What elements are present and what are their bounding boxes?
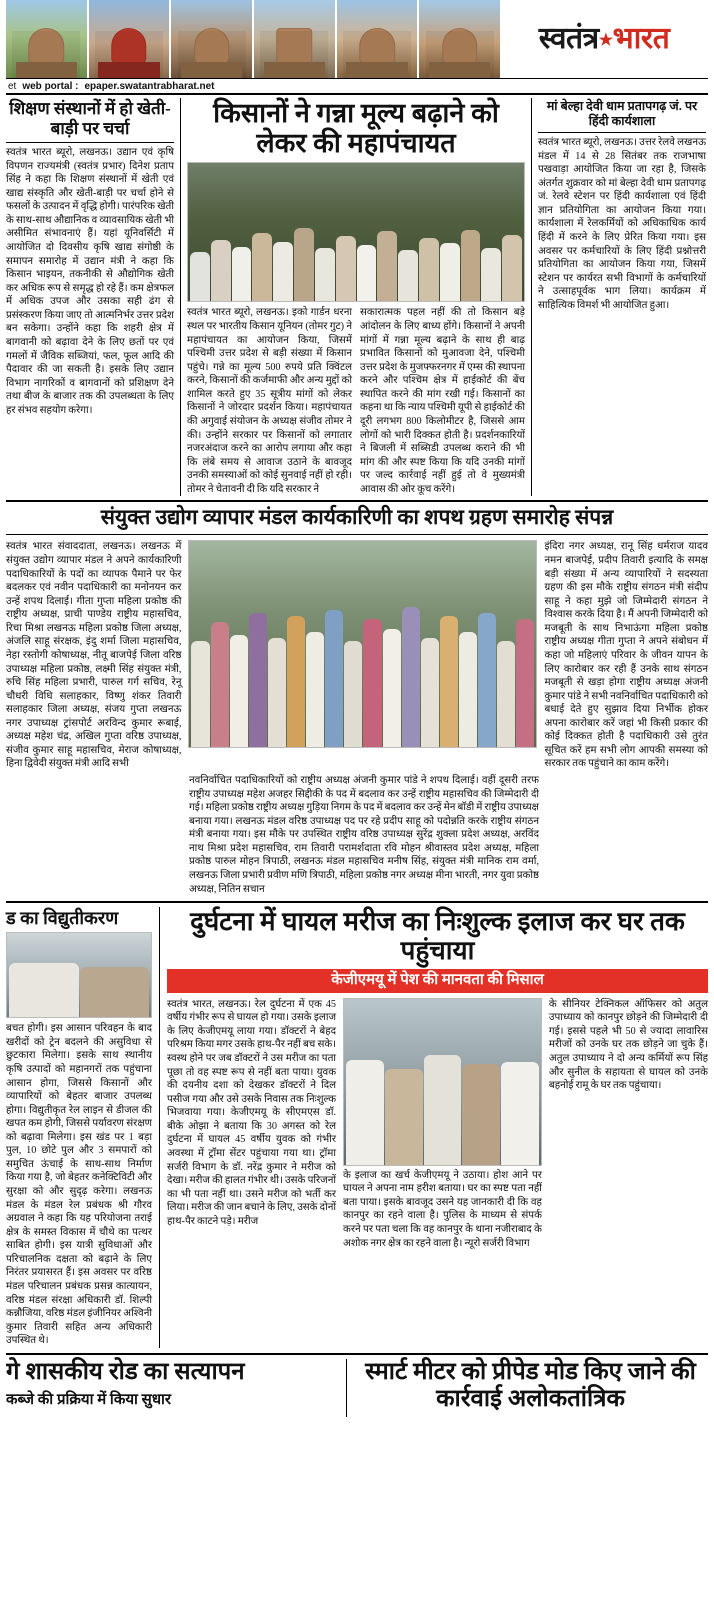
portal-url[interactable]: epaper.swatantrabharat.net xyxy=(84,80,215,92)
article-education-farming xyxy=(6,98,174,496)
photo-crowd-figures xyxy=(188,216,524,302)
photo-rumi-darwaza xyxy=(171,0,252,78)
section-hospital xyxy=(6,903,708,1348)
article-electrification xyxy=(6,907,152,1348)
body-education-farming: स्वतंत्र भारत ब्यूरो, लखनऊ। उद्यान एवं कृषि विपणन राज्यमंत्री (स्वतंत्र प्रभार) दिनेश प्रताप सिंह ने कहा कि शिक्षण संस्थानों में खेती एवं खाद्य संस्कृति और खेती-बाड़ी पर चर्चा होने से फसलों के उत्पादन में वृद्धि होगी। पारंपरिक खेती के साथ-साथ औद्यानिक व व्यावसायिक खेती भी असीमित संभावनाएं हैं। यहां यूनिवर्सिटी में आयोजित दो दिवसीय कृषि खाद्य संगोष्ठी के समापन समारोह में उद्यान मंत्री ने कहा कि किसान भाइयन, तकनीकी से औद्योगिक खेती कर अधिक रूप से समृद्ध हो रहे हैं। कम क्षेत्रफल में अधिक उपज और उसका सही ढंग से प्रसंस्करण किया जाए तो आत्मनिर्भर उत्तर प्रदेश बन सकेगा। उन्होंने कहा कि शहरी क्षेत्र में बागवानी को बढ़ावा देने के लिए छतों पर एवं गमलों में जैविक सब्जियां, फल, फूल आदि की पैदावार की जा सकती है। इसके लिए उद्यान विभाग नागरिकों व बागवानों को प्रशिक्षण देने तथा बीज के बाजार तक की उपलब्धता के लिए हर संभव सहयोग करेगा। xyxy=(6,147,174,416)
article-free-treatment xyxy=(159,907,708,1348)
body-trade-board-col2: नवनिर्वाचित पदाधिकारियों को राष्ट्रीय अध्यक्ष अंजनी कुमार पांडे ने शपथ दिलाई। वहीं दूसरी तरफ राष्ट्रीय उपाध्यक्ष महेश अजहर सिद्दीकी के पद में बदलाव कर उन्हें राष्ट्रीय महासचिव की जिम्मेदारी दी गई। महिला प्रकोष्ठ राष्ट्रीय अध्यक्ष गुड़िया निगम के पद में बदलाव कर उन्हें मेन बॉडी में राष्ट्रीय उपाध्यक्ष बनाया गया। लखनऊ मंडल वरिष्ठ उपाध्यक्ष पद पर रहे प्रदीप साहू को पदोन्नति करके राष्ट्रीय संगठन मंत्री बनाया गया। इस मौके पर उपस्थित राष्ट्रीय वरिष्ठ उपाध्यक्ष सुरेंद्र शुक्ला प्रदेश अध्यक्ष, अरविंद नाथ मिश्रा प्रदेश महासचिव, राम तिवारी परामर्शदाता रवि मोहन श्रीवास्तव प्रदेश अध्यक्ष, महिला प्रकोष्ठ पारुल मोहन त्रिपाठी, लखनऊ मंडल महासचिव मनीष सिंह, संयुक्त मंत्री मानिक राम वर्मा, लखनऊ जिला प्रभारी प्रवीण मणि त्रिपाठी, महिला प्रकोष्ठ नगर अध्यक्ष मीना भारती, नगर युवा प्रकोष्ठ अध्यक्ष, नितिन सचान xyxy=(189,775,539,895)
body-hindi-workshop: स्वतंत्र भारत ब्यूरो, लखनऊ। उत्तर रेलवे लखनऊ मंडल में 14 से 28 सितंबर तक राजभाषा पखवाड़ा आयोजित किया जा रहा है, जिसके अंतर्गत शुक्रवार को मां बेल्हा देवी धाम प्रतापगढ़ जं. रेलवे स्टेशन पर हिंदी कार्यशाला एवं हिंदी ज्ञान प्रतियोगिता का आयोजन किया गया। कार्यशाला में रेलकर्मियों को अधिकाधिक कार्य हिंदी में करने के लिए प्रेरित किया गया। इस अवसर पर कर्मचारियों के लिए हिंदी प्रश्नोत्तरी प्रतियोगिता का आयोजन किया गया, जिसमें स्टेशन पर कार्यरत सभी विभागों के कर्मचारियों ने उत्साहपूर्वक भाग लिया। कार्यक्रम में साहित्यिक विमर्श भी आयोजित हुआ। xyxy=(538,137,706,311)
body-farmers-right: सकारात्मक पहल नहीं की तो किसान बड़े आंदोलन के लिए बाध्य होंगे। किसानों ने अपनी मांगों में गन्ना मूल्य बढ़ाने के साथ ही बाढ़ प्रभावित किसानों को मुआवजा देने, पश्चिमी उत्तर प्रदेश के मुजफ्फरनगर में एम्स की स्थापना करने और पश्चिम क्षेत्र में हाईकोर्ट की बेंच स्थापित करने की मांग रखी गई। किसानों का कहना था कि न्याय पश्चिमी यूपी से हाईकोर्ट की दूरी लगभग 800 किलोमीटर है, जिससे आम लोगों को भारी दिक्कत होती है। प्रदर्शनकारियों ने बिजली में सब्सिडी उपलब्ध कराने की भी मांग की और स्पष्ट किया कि यदि उनकी मांगों पर जल्द कार्रवाई नहीं हुई तो वे मुख्यमंत्री आवास की ओर कूच करेंगे। xyxy=(360,307,525,495)
headline-road-verification: गे शासकीय रोड का सत्यापन xyxy=(6,1358,245,1385)
photo-farmers-rally xyxy=(187,162,525,302)
photo-group-oath-ceremony xyxy=(188,540,537,748)
newspaper-logo xyxy=(500,0,708,78)
headline-farmers-mahapanchayat: किसानों ने गन्ना मूल्य बढ़ाने को लेकर की महापंचायत xyxy=(213,98,499,159)
headline-hindi-workshop: मां बेल्हा देवी धाम प्रतापगढ़ जं. पर हिंदी कार्यशाला xyxy=(546,99,698,128)
kicker-kgmu-humanity: केजीएमयू में पेश की मानवता की मिसाल xyxy=(167,969,708,993)
trade-board-photo-block xyxy=(188,540,537,771)
photo-garden-monument xyxy=(6,0,87,78)
star-icon: ★ xyxy=(598,32,613,49)
headline-education-farming: शिक्षण संस्थानों में हो खेती-बाड़ी पर चर्चा xyxy=(9,99,171,139)
logo-text-bharat: भारत xyxy=(612,22,670,55)
article-road-verification xyxy=(6,1359,336,1417)
portal-prefix: et xyxy=(8,80,17,92)
body-farmers-left: स्वतंत्र भारत ब्यूरो, लखनऊ। इको गार्डन धरना स्थल पर भारतीय किसान यूनियन (तोमर गुट) ने महापंचायत का आयोजन किया, जिसमें पश्चिमी उत्तर प्रदेश से बड़ी संख्या में किसान पहुंचे। गन्ने का मूल्य 500 रुपये प्रति क्विंटल करने, किसानों की कर्जमाफी और अन्य मुद्दों को शामिल करते हुए 35 सूत्रीय मांगों को लेकर किसानों ने जोरदार प्रदर्शन किया। महापंचायत की अगुवाई संयोजन के अध्यक्ष संजीव तोमर ने की। उन्होंने सरकार पर किसानों को लगातार नजरअंदाज करने का आरोप लगाया और कहा कि लंबे समय से आवाज उठाने के बावजूद उनकी समस्याओं को कोई सुनवाई नहीं हो रही। तोमर ने चेतावनी दी कि यदि सरकार ने xyxy=(187,307,352,495)
photo-crowd-gathering xyxy=(254,0,335,78)
subheadline-road-verification: कब्जे की प्रक्रिया में किया सुधार xyxy=(6,1391,172,1408)
section-trade-board xyxy=(6,540,708,771)
headline-smart-meter: स्मार्ट मीटर को प्रीपेड मोड किए जाने की कार्रवाई अलोकतांत्रिक xyxy=(365,1358,696,1412)
article-hindi-workshop xyxy=(531,98,706,496)
body-free-treatment-far-right: के सीनियर टेक्निकल ऑफिसर को अतुल उपाध्याय को कानपुर छोड़ने की जिम्मेदारी दी गई। इससे पहले भी 50 से ज्यादा लावारिस मरीजों को उनके घर तक छोड़ने जा चुके हैं। अतुल उपाध्याय ने दो अन्य कर्मियों रूप सिंह और सुनील के सहायता से घायल को उनके बहनोई रामू के घर तक पहुंचाया। xyxy=(548,998,708,1092)
photo-imambara xyxy=(419,0,500,78)
article-farmers-mahapanchayat xyxy=(180,98,525,496)
headline-free-treatment: दुर्घटना में घायल मरीज का निःशुल्क इलाज कर घर तक पहुंचाया xyxy=(190,907,685,966)
body-free-treatment-right: के इलाज का खर्च केजीएमयू ने उठाया। होश आने पर घायल ने अपना नाम हरीश बताया। घर का स्पष्ट पता नहीं बता पाया। इसके बावजूद उसने यह जानकारी दी कि वह कानपुर का रहने वाला है। पुलिस के माध्यम से संपर्क करने पर पता चला कि वह कानपुर के थाना नजीराबाद के अशोक नगर क्षेत्र का रहने वाला है। न्यूरो सर्जरी विभाग xyxy=(343,1169,542,1249)
section-top xyxy=(6,95,708,496)
headline-electrification: ड का विद्युतीकरण xyxy=(6,908,119,929)
logo-text-swatantra: स्वतंत्र xyxy=(538,22,599,55)
photo-heritage-building xyxy=(337,0,418,78)
body-trade-board-col3: इंदिरा नगर अध्यक्ष, रानू सिंह धर्मराज यादव नमन बाजपेई, प्रदीप तिवारी इत्यादि के समक्ष बड़ी संख्या में अन्य व्यापारियों ने सदस्यता ग्रहण की इस मौके राष्ट्रीय संगठन मंत्री संदीप साहू ने कहा मुझे जो जिम्मेदारी संगठन ने विश्वास करके दिया है। मैं अपनी जिम्मेदारी को मजबूती के साथ निभाऊंगा महिला प्रकोष्ठ राष्ट्रीय अध्यक्ष गीता गुप्ता ने अपने संबोधन में कहा जो महिलाएं परिवार के जीवन यापन के लिए कारोबार कर रही हैं उनके साथ संगठन मजबूती से खड़ा होगा राष्ट्रीय अध्यक्ष अंजनी कुमार पांडे ने सभी नवनिर्वाचित पदाधिकारी को बधाई देते हुए सुझाव दिया निर्भीक होकर अपना कारोबार करें जहां भी किसी प्रकार की कोई दिक्कत होती है पदाधिकारी उसे तुरंत सूचित करें हम सभी लोग आपकी समस्या को सरकार तक पहुंचाने का काम करेंगे। xyxy=(544,541,708,770)
photo-patient-discharge xyxy=(343,998,542,1166)
masthead xyxy=(6,0,708,78)
article-smart-meter xyxy=(346,1359,706,1417)
section-bottom xyxy=(6,1355,708,1417)
body-free-treatment-left: स्वतंत्र भारत, लखनऊ। रेल दुर्घटना में एक 45 वर्षीय गंभीर रूप से घायल हो गया। उसके इलाज के लिए केजीएमयू लाया गया। डॉक्टरों ने बेहद परिश्रम किया मगर उसके हाथ-पैर नहीं बच सके। स्वस्थ होने पर जब डॉक्टरों ने उस मरीज का पता पूछा तो वह स्पष्ट रूप से नहीं बता पाया। युवक की दयनीय दशा को देखकर डॉक्टरों ने दिल पसीज गया और उसे उसके निवास तक निःशुल्क भिजवाया गया। केजीएमयू के सीएमएस डॉ. बीके ओझा ने बताया कि 30 अगस्त को रेल दुर्घटना में घायल 45 वर्षीय युवक को गंभीर अवस्था में ट्रॉमा सेंटर पहुंचाया गया था। ट्रॉमा सर्जरी विभाग के डॉ. नरेंद्र कुमार ने मरीज को देखा। मरीज की हालत गंभीर थी। उसके परिजनों का भी पता नहीं था। उसने मरीज को भर्ती कर लिया। मरीज की जान बचाने के लिए, उसके दोनों हाथ-पैर काटने पड़े। मरीज xyxy=(167,998,337,1227)
masthead-photo-strip xyxy=(6,0,500,78)
web-portal-strip xyxy=(6,78,708,95)
free-treatment-photo-block xyxy=(343,998,542,1250)
portal-label: web portal : xyxy=(22,80,79,92)
headline-trade-board-oath: संयुक्त उद्योग व्यापार मंडल कार्यकारिणी का शपथ ग्रहण समारोह संपन्न xyxy=(100,505,614,530)
photo-railway-officer xyxy=(6,932,152,1018)
photo-red-temple xyxy=(89,0,170,78)
body-trade-board-col1: स्वतंत्र भारत संवाददाता, लखनऊ। लखनऊ में संयुक्त उद्योग व्यापार मंडल ने अपने कार्यकारिणी पदाधिकारियों के पदों का व्यापक पैमाने पर फेर बदलकर एवं नवीन पदाधिकारी का मनोनयन कर उन्हें शपथ दिलाई। गीता गुप्ता महिला प्रकोष्ठ की राष्ट्रीय अध्यक्ष, प्राची पाण्डेय राष्ट्रीय महासचिव, रिचा मिश्रा लखनऊ महिला प्रकोष्ठ जिला अध्यक्ष, अंजलि साहू संरक्षक, इंदु शर्मा जिला महासचिव, नेहा रस्तोगी कोषाध्यक्ष, नीतू बाजपेई जिला वरिष्ठ उपाध्यक्ष महिला प्रकोष्ठ, लक्ष्मी सिंह संयुक्त मंत्री, रुचि सिंह महिला प्रभारी, पारुल गर्ग सचिव, रेनू चौधरी विधि सलाहकार, विष्णु शंकर तिवारी सलाहकार जिला अध्यक्ष, संजय गुप्ता लखनऊ नगर उपाध्यक्ष ट्रांसपोर्ट अरविन्द कुमार रूबाई, अध्यक्ष महेश चंद्र, अखिल गुप्ता वरिष्ठ उपाध्यक्ष, संजीव कुमार साहू महासचिव, मेराज कोषाध्यक्ष, हिना द्विवेदी संयुक्त मंत्री आदि सभी xyxy=(6,541,182,770)
body-electrification: बचत होगी। इस आसान परिवहन के बाद खरीदों को ट्रेन बदलने की असुविधा से छुटकारा मिलेगा। इसके साथ स्थानीय कृषि उत्पादों को महानगरों तक पहुंचाना आसान होगा, जिससे किसानों और व्यापारियों को बेहतर बाजार उपलब्ध होगा। विद्युतीकृत रेल लाइन से डीजल की खपत कम होगी, जिससे पर्यावरण संरक्षण को बढ़ावा मिलेगा। इस खंड पर 1 बड़ा पुल, 10 छोटे पुल और 3 समपारों को समुचित ऊंचाई के साथ-साथ निर्माण किया गया है, जो बेहतर कनेक्टिविटी और सुरक्षा को और सुदृढ़ करेगा। लखनऊ मंडल के मंडल रेल प्रबंधक श्री गौरव अग्रवाल ने कहा कि यह परियोजना तराई क्षेत्र के समस्त विकास में चौथे का पत्थर साबित होगी। इस यात्री सुविधाओं और परिचालनिक दक्षता को बढ़ाने के लिए निरंतर प्रयासरत हैं। इस अवसर पर वरिष्ठ मंडल परिचालन प्रबंधक प्रसन्न कात्यायन, वरिष्ठ मंडल संरक्षा अधिकारी डॉ. शिल्पी कन्नौजिया, वरिष्ठ मंडल इंजीनियर अश्विनी कुमार तिवारी सहित अन्य अधिकारी उपस्थित थे। xyxy=(6,1023,152,1347)
